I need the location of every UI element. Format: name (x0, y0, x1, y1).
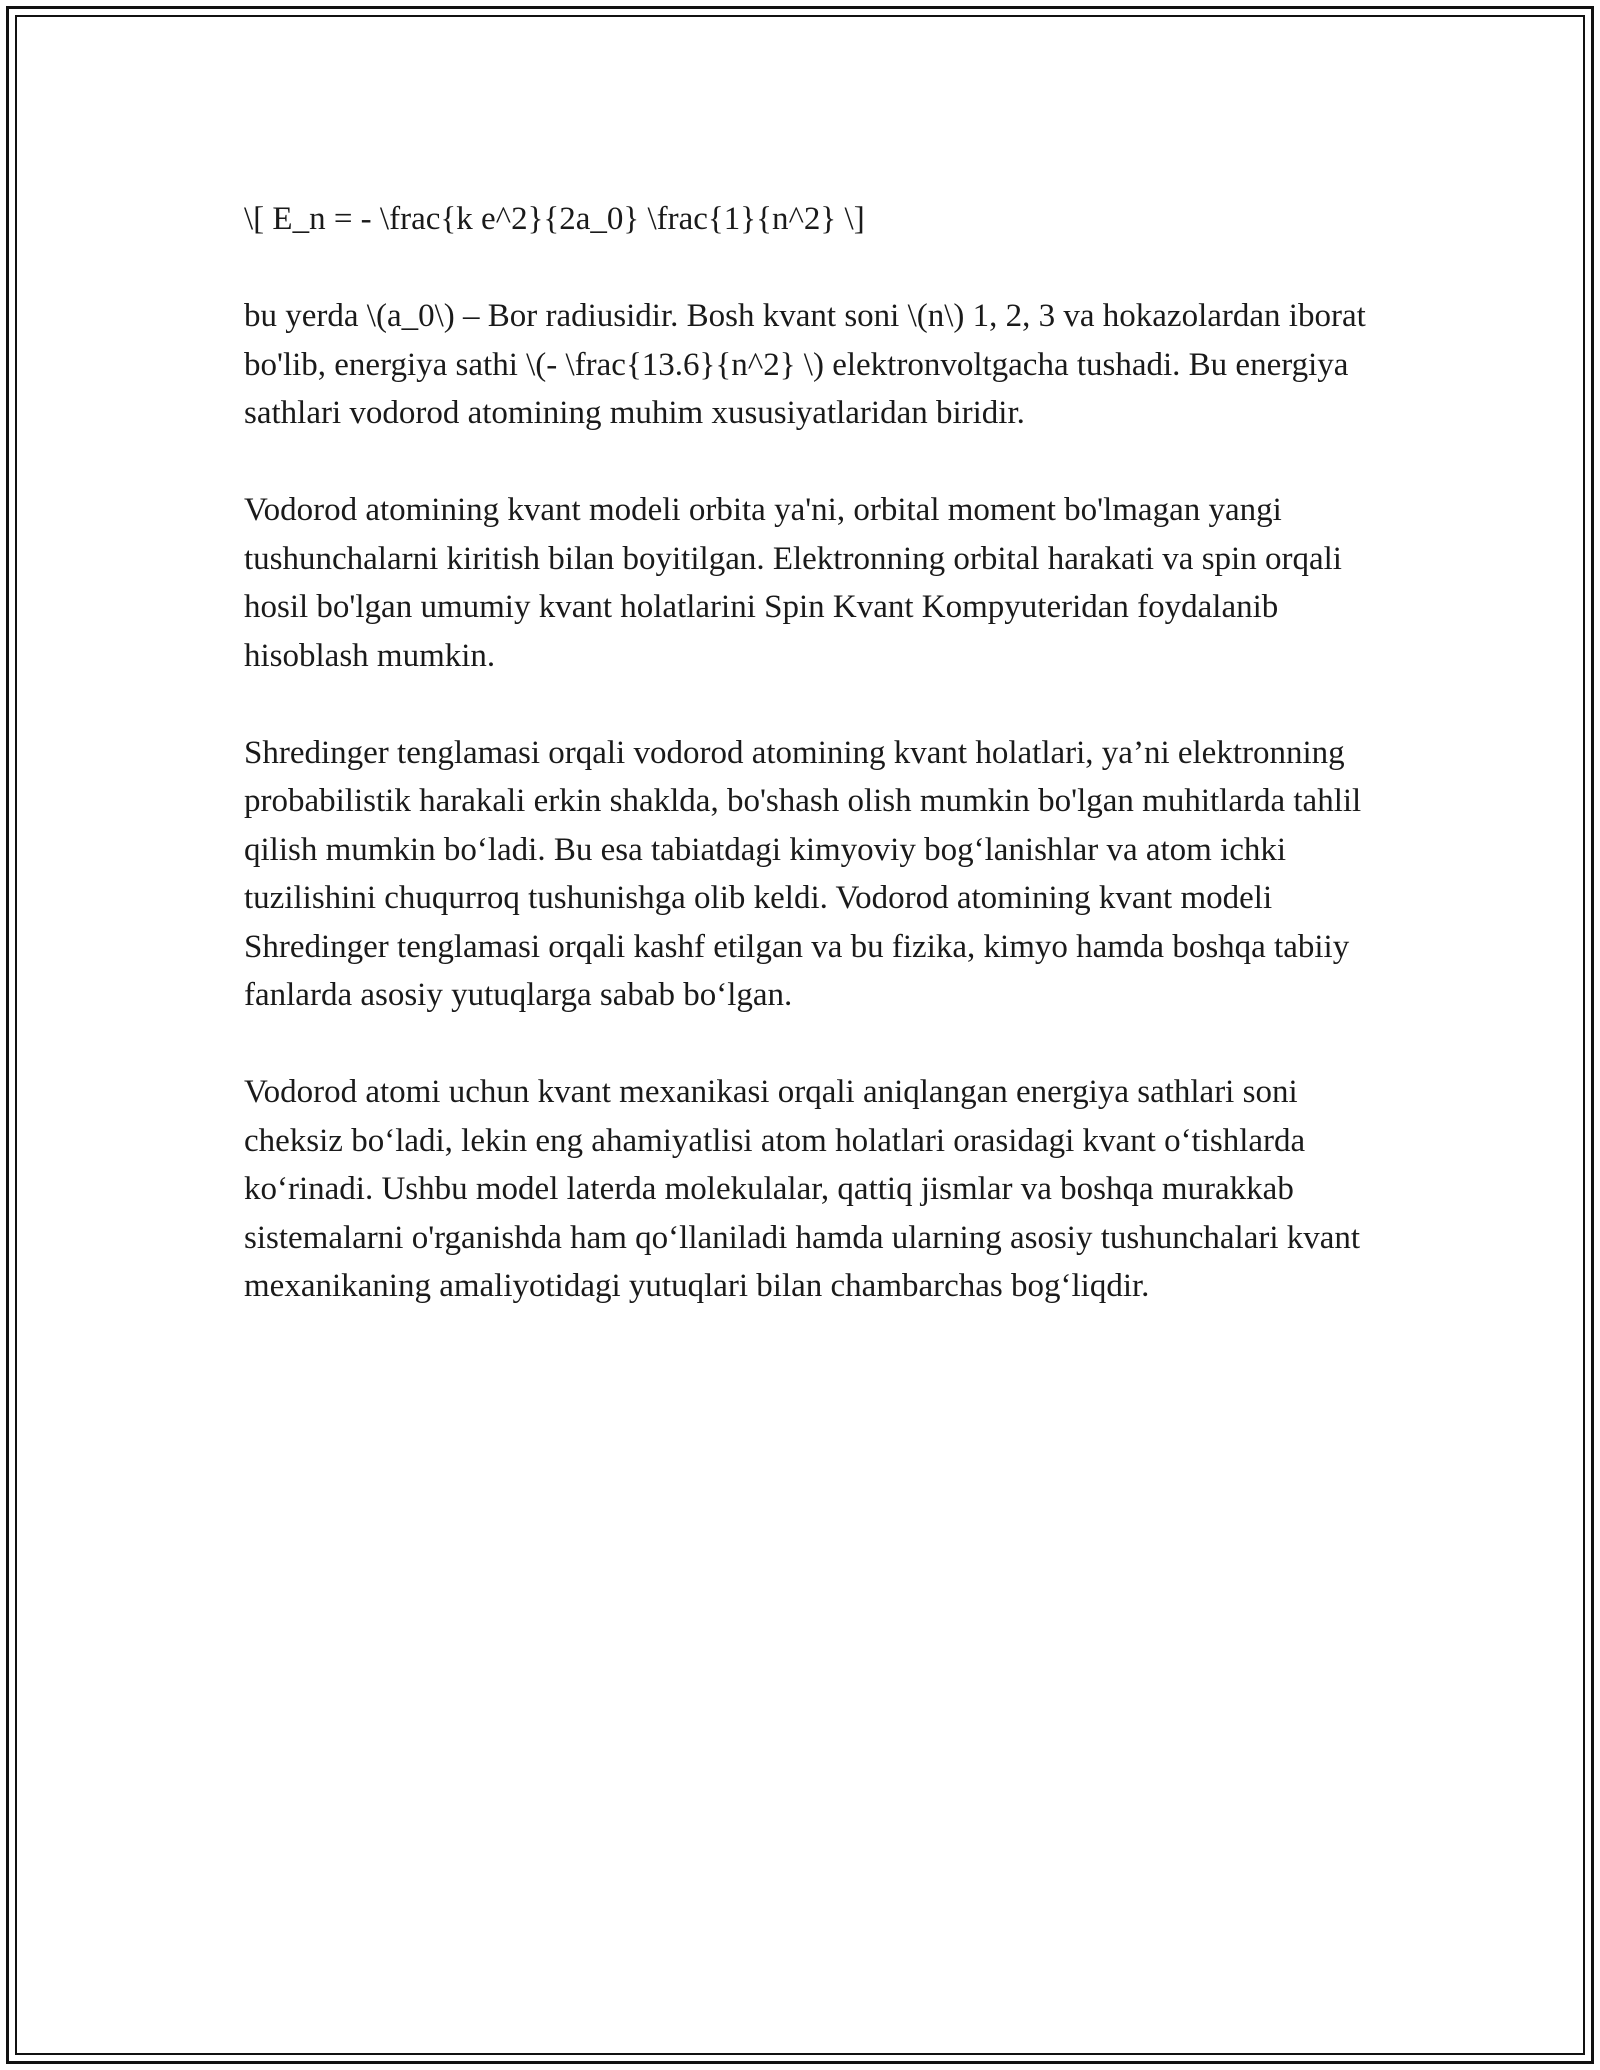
paragraph-schrodinger: Shredinger tenglamasi orqali vodorod atomining kvant holatlari, ya’ni elektronning probabilistik harakali erkin shaklda, bo'shash olish mumkin bo'lgan muhitlarda tahlil qilish mumkin bo‘ladi. Bu esa tabiatdagi kimyoviy bog‘lanishlar va atom ichki tuzilishini chuqurroq tushunishga olib keldi. Vodorod atomining kvant modeli Shredinger tenglamasi orqali kashf etilgan va bu fizika, kimyo hamda boshqa tabiiy fanlarda asosiy yutuqlarga sabab bo‘lgan. (244, 734, 1362, 1013)
paragraph-energy-levels: Vodorod atomi uchun kvant mexanikasi orqali aniqlangan energiya sathlari soni cheksiz bo‘ladi, lekin eng ahamiyatlisi atom holatlari orasidagi kvant o‘tishlarda ko‘rinadi. Ushbu model laterda molekulalar, qattiq jismlar va boshqa murakkab sistemalarni o'rganishda ham qo‘llaniladi hamda ularning asosiy tushunchalari kvant mexanikaning amaliyotidagi yutuqlari bilan chambarchas bog‘liqdir. (244, 1074, 1361, 1304)
document-body (244, 195, 1379, 1359)
equation-line: \[ E_n = - \frac{k e^2}{2a_0} \frac{1}{n^2} \] (244, 201, 865, 237)
page-frame (6, 6, 1594, 2064)
paragraph-quantum-model: Vodorod atomining kvant modeli orbita ya'ni, orbital moment bo'lmagan yangi tushunchalarni kiritish bilan boyitilgan. Elektronning orbital harakati va spin orqali hosil bo'lgan umumiy kvant holatlarini Spin Kvant Kompyuteridan foydalanib hisoblash mumkin. (244, 492, 1342, 674)
paragraph-bor-radius: bu yerda \(a_0\) – Bor radiusidir. Bosh kvant soni \(n\) 1, 2, 3 va hokazolardan iborat bo'lib, energiya sathi \(- \frac{13.6}{n^2} \) elektronvoltgacha tushadi. Bu energiya sathlari vodorod atomining muhim xususiyatlaridan biridir. (244, 298, 1366, 431)
